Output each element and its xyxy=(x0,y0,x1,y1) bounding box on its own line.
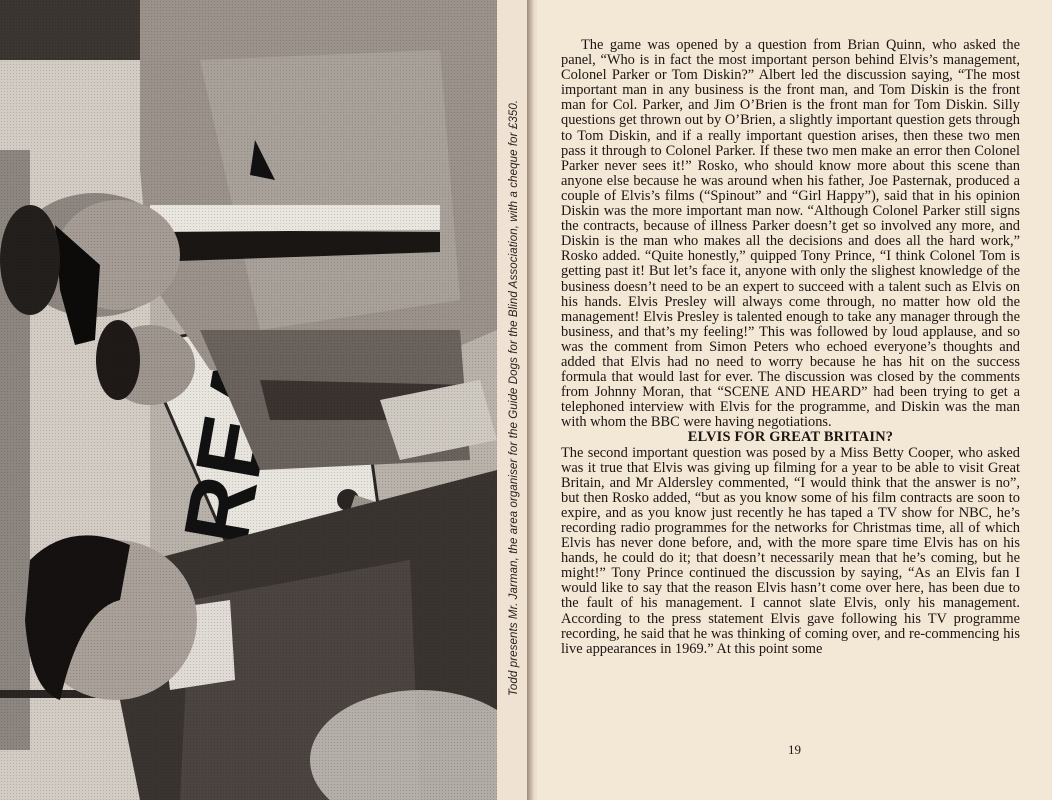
photograph-page xyxy=(0,0,497,800)
halftone-photo xyxy=(0,0,497,800)
page-number: 19 xyxy=(788,742,801,757)
article-paragraph-1: The game was opened by a question from Brian Quinn, who asked the panel, “Who is in fact the most important person behind Elvis’s management, Colonel Parker or Tom Diskin?” Albert led the discussion saying, “The most important man in any business is the front man, and Tom Diskin is the front man for Col. Parker, and Jim O’Brien is the front man for Tom Diskin. Silly questions get thrown out by O’Brien, a slightly important question gets through to Tom Diskin, and if a really important question arises, then these two men pass it through to Colonel Parker. If these two men make an error then Colonel Parker never sees it!” Rosko, who should know more about this scene than anyone else because he was around when his father, Joe Pasternak, produced a couple of Elvis’s films (“Spinout” and “Girl Happy”), said that in his opinion Diskin was the more important man now. “Although Colonel Parker still signs the contracts, because of illness Parker doesn’t get so involved any more, and Diskin is the man who makes all the decisions and does all the hard work,” Rosko added. “Quite honestly,” quipped Tony Prince, “I think Colonel Tom is getting past it! But let’s face it, anyone with only the slighest knowledge of the business doesn’t need to be an expert to succeed with a talent such as Elvis on his hands. Elvis Presley will always come through, no matter how old the management! Elvis Presley is talented enough to take any manager through the business, and that’s my feeling!” This was followed by loud applause, and so was the comment from Simon Peters who echoed everyone’s thoughts and added that Elvis had no need to worry because he has hit on the success formula that would last for ever. The discussion was closed by the comments from Johnny Moran, that “SCENE AND HEARD” had been trying to get a telephoned interview with Elvis for the programme, and Diskin was the man with whom the BBC were having negotiations. xyxy=(561,37,1020,431)
text-page xyxy=(537,0,1052,800)
article-body xyxy=(561,38,1020,657)
section-heading: ELVIS FOR GREAT BRITAIN? xyxy=(687,429,894,446)
article-paragraph-2: The second important question was posed by a Miss Betty Cooper, who asked was it true that Elvis was giving up filming for a year to be able to visit Great Britain, and Mr Aldersley commented, “I would think that the answer is no”, but then Rosko added, “but as you know some of his film contracts are soon to expire, and as you know just recently he has taped a TV show for NBC, he’s recording radio programmes for the networks for Christmas time, all of which Elvis has never done before, and, with the more spare time Elvis has on his hands, he could do it; that doesn’t necessarily mean that he’s coming, but he might!” Tony Prince continued the discussion by saying, “As an Elvis fan I would like to say that the reason Elvis hasn’t come over here, has been due to the fault of his management. I cannot slate Elvis, only his management. According to the press statement Elvis gave following his TV programme recording, he said that he was thinking of coming over, and re-commencing his live appearances in 1969.” At this point some xyxy=(561,444,1020,657)
photo-caption: Todd presents Mr. Jarman, the area organiser for the Guide Dogs for the Blind Association, with a cheque for £350. xyxy=(508,99,520,697)
caption-strip xyxy=(497,0,531,800)
